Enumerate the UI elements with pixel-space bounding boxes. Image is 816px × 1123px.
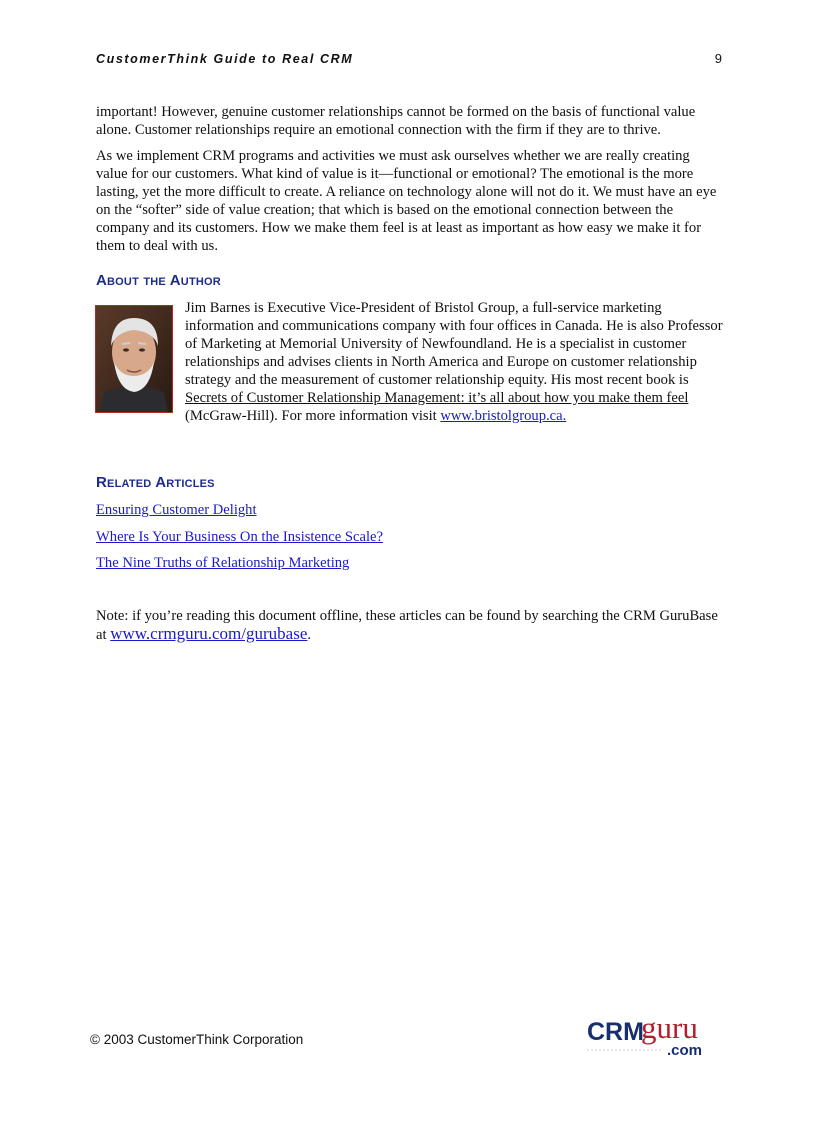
body-text — [96, 103, 722, 263]
logo-guru: guru — [641, 1014, 698, 1045]
note-end: . — [307, 627, 312, 643]
paragraph-1: important! However, genuine customer relationships cannot be formed on the basis of functional value alone. Customer relationships require an emotional connection with the firm if they are to thrive. — [96, 104, 696, 138]
crmguru-logo — [585, 1014, 720, 1060]
article-link-nine-truths[interactable]: The Nine Truths of Relationship Marketing — [96, 555, 350, 571]
list-item — [96, 502, 383, 529]
list-item — [96, 555, 383, 582]
offline-note — [96, 607, 722, 644]
gurubase-link[interactable]: www.crmguru.com/gurubase — [110, 624, 308, 643]
book-title: Secrets of Customer Relationship Management: it’s all about how you make them feel — [185, 390, 689, 406]
list-item — [96, 529, 383, 556]
article-link-insistence-scale[interactable]: Where Is Your Business On the Insistence Scale? — [96, 528, 383, 545]
author-portrait-image — [96, 306, 172, 412]
note-text: Note: if you’re reading this document offline, these articles can be found by searching the CRM GuruBase at — [96, 608, 718, 643]
related-articles-list — [96, 502, 383, 582]
bio-publisher: (McGraw-Hill). For more information visit — [185, 408, 441, 424]
author-bio — [185, 299, 725, 425]
article-link-ensuring-customer-delight[interactable]: Ensuring Customer Delight — [96, 502, 257, 518]
header-title: CustomerThink Guide to Real CRM — [96, 52, 354, 66]
copyright-text: © 2003 CustomerThink Corporation — [90, 1032, 304, 1047]
paragraph-2: As we implement CRM programs and activities we must ask ourselves whether we are really creating value for our customers. What kind of value is it—functional or emotional? The emotional is the more lasting, yet the more difficult to create. A reliance on technology alone will not do it. We must have an eye on the “softer” side of value creation; that which is based on the emotional connection between the company and its customers. How we make them feel is at least as important as how easy we make it for them to deal with us. — [96, 148, 717, 254]
page-number: 9 — [714, 51, 722, 66]
about-author-heading: About the Author — [96, 272, 221, 289]
logo-com: .com — [667, 1042, 703, 1059]
author-photo — [95, 305, 173, 413]
bio-intro: Jim Barnes is Executive Vice-President of Bristol Group, a full-service marketing information and communications company with four offices in Canada. He is also Professor of Marketing at Memorial University of Newfoundland. He is a specialist in customer relationships and advises clients in North America and Europe on customer relationship strategy and the measurement of customer relationship equity. His most recent book is — [185, 300, 723, 388]
page-header — [96, 51, 722, 66]
related-articles-heading: Related Articles — [96, 474, 215, 491]
bristolgroup-link[interactable]: www.bristolgroup.ca. — [440, 408, 567, 424]
logo-crm: CRM — [587, 1018, 644, 1046]
